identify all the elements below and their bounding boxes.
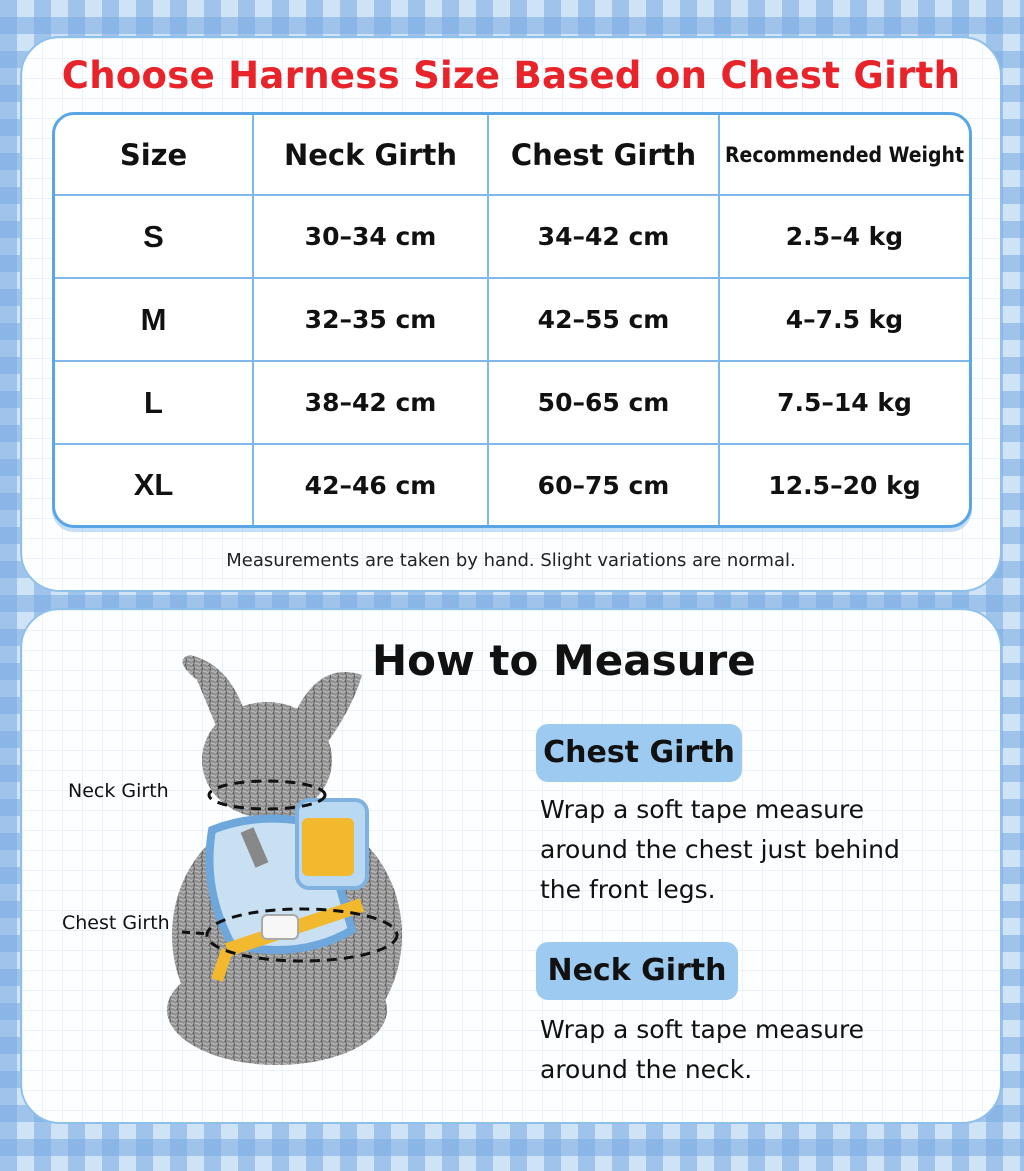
cell-chest-girth: 34–42 cm	[488, 195, 719, 278]
chest-girth-heading: Chest Girth	[536, 724, 742, 782]
size-chart-card	[20, 36, 1002, 592]
chest-desc-line: around the chest just behind	[540, 835, 900, 864]
header-recommended-weight: Recommended Weight	[719, 115, 969, 195]
cell-chest-girth: 60–75 cm	[488, 444, 719, 525]
cell-size: XL	[55, 444, 253, 525]
cell-neck-girth: 42–46 cm	[253, 444, 488, 525]
cell-chest-girth: 42–55 cm	[488, 278, 719, 361]
cell-weight: 7.5–14 kg	[719, 361, 969, 444]
size-chart-title: Choose Harness Size Based on Chest Girth	[61, 54, 961, 97]
header-chest-girth: Chest Girth	[488, 115, 719, 195]
header-size: Size	[55, 115, 253, 195]
size-table-container	[52, 112, 972, 528]
how-to-measure-title: How to Measure	[372, 636, 756, 685]
measurement-note: Measurements are taken by hand. Slight variations are normal.	[226, 550, 796, 571]
header-neck-girth: Neck Girth	[253, 115, 488, 195]
chest-desc-line: Wrap a soft tape measure	[540, 795, 865, 824]
table-row	[55, 444, 969, 525]
table-row	[55, 195, 969, 278]
cell-size: M	[55, 278, 253, 361]
harness-buckle	[262, 915, 298, 939]
table-header-row	[55, 115, 969, 195]
neck-girth-description	[540, 1010, 940, 1090]
cell-weight: 12.5–20 kg	[768, 470, 921, 500]
cell-neck-girth: 38–42 cm	[253, 361, 488, 444]
chest-girth-description	[540, 790, 940, 910]
cell-size: L	[55, 361, 253, 444]
cell-weight: 2.5–4 kg	[719, 195, 969, 278]
photo-label-neck-girth: Neck Girth	[68, 780, 169, 802]
cell-neck-girth: 30–34 cm	[253, 195, 488, 278]
neck-desc-line: around the neck.	[540, 1055, 753, 1084]
chest-desc-line: the front legs.	[540, 875, 716, 904]
table-row	[55, 278, 969, 361]
neck-desc-line: Wrap a soft tape measure	[540, 1015, 865, 1044]
cell-chest-girth: 50–65 cm	[488, 361, 719, 444]
table-row	[55, 361, 969, 444]
neck-girth-heading: Neck Girth	[536, 942, 738, 1000]
how-to-measure-card	[20, 608, 1002, 1124]
cell-weight: 4–7.5 kg	[719, 278, 969, 361]
photo-label-chest-girth: Chest Girth	[62, 912, 170, 934]
dog-harness-photo	[152, 650, 472, 1070]
size-table	[55, 115, 969, 525]
cell-neck-girth: 32–35 cm	[253, 278, 488, 361]
cell-size: S	[55, 195, 253, 278]
